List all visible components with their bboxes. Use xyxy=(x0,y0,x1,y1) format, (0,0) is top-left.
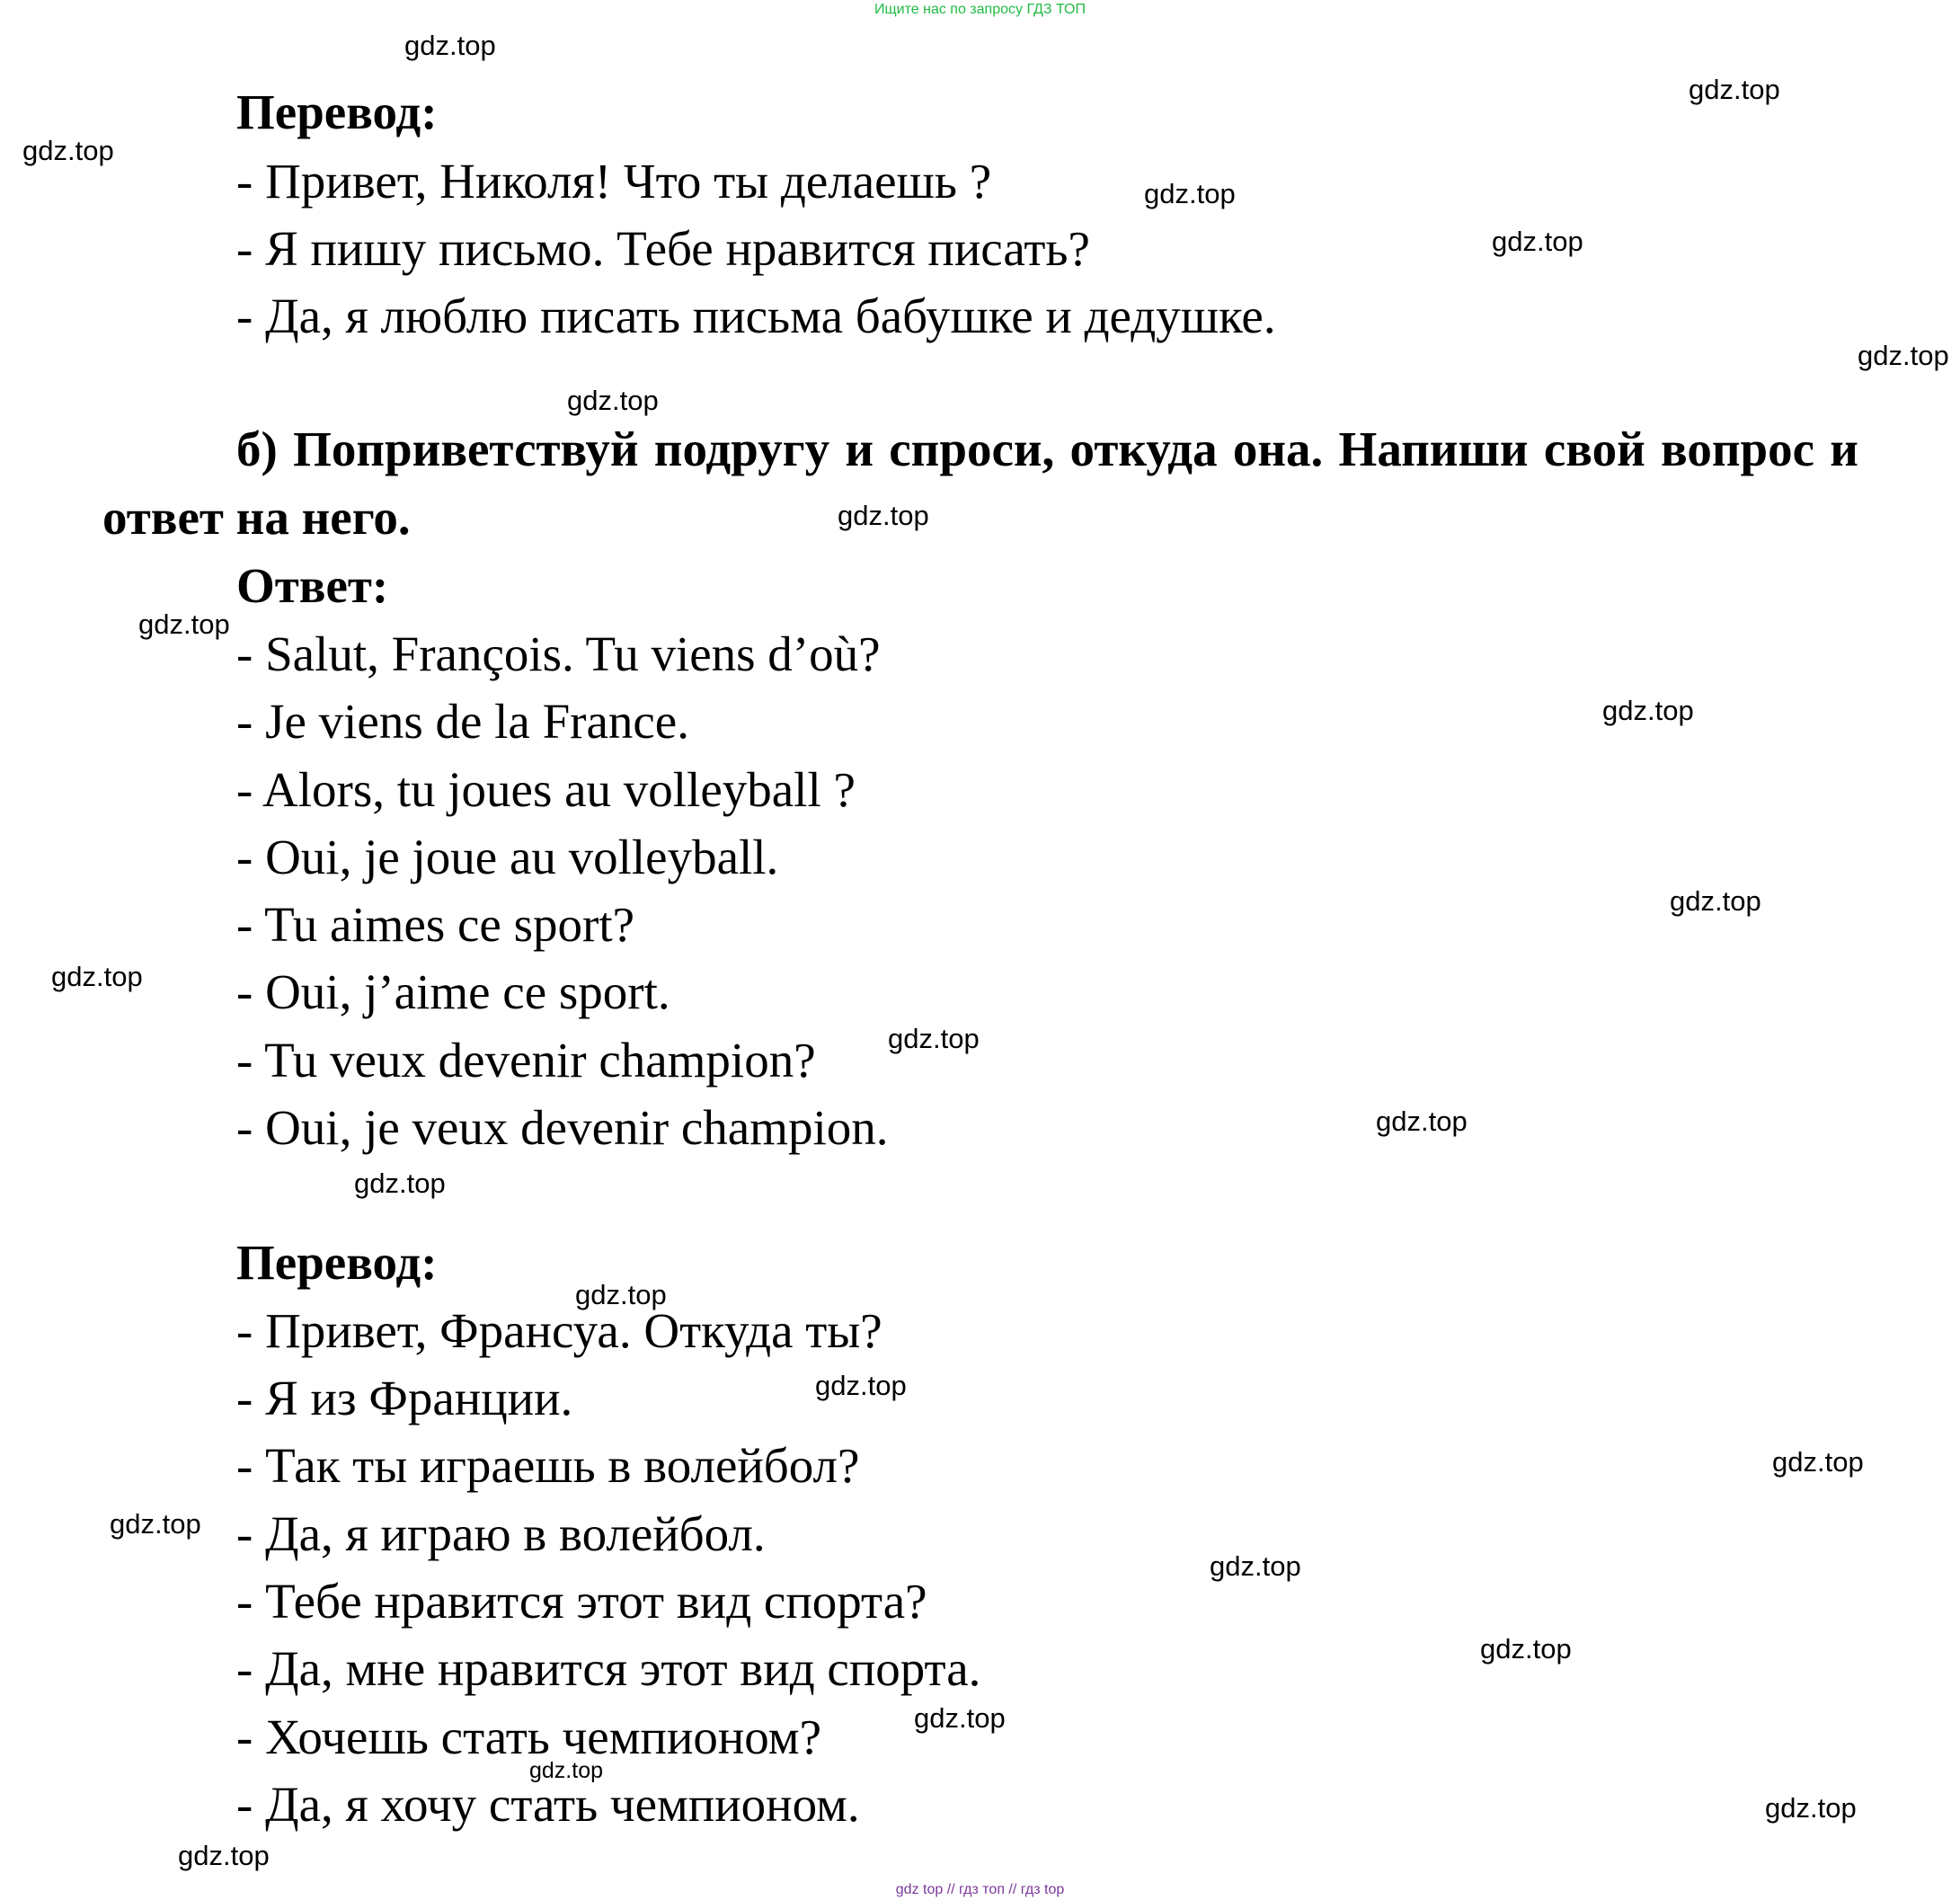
translation-line: - Тебе нравится этот вид спорта? xyxy=(236,1574,927,1629)
translation-line: - Да, я хочу стать чемпионом. xyxy=(236,1777,860,1832)
translation-line: - Привет, Франсуа. Откуда ты? xyxy=(236,1303,882,1358)
watermark: gdz.top xyxy=(914,1702,1006,1734)
watermark: gdz.top xyxy=(1772,1446,1864,1478)
watermark: gdz.top xyxy=(138,608,230,640)
watermark: gdz.top xyxy=(1858,340,1949,371)
translation-line: - Так ты играешь в волейбол? xyxy=(236,1438,860,1493)
watermark: gdz.top xyxy=(1376,1105,1468,1137)
watermark: gdz.top xyxy=(567,385,659,416)
watermark: gdz.top xyxy=(354,1168,446,1199)
watermark: gdz.top xyxy=(1765,1792,1857,1824)
translation-line: - Я из Франции. xyxy=(236,1371,573,1425)
section1-line: - Привет, Николя! Что ты делаешь ? xyxy=(236,154,992,209)
section1-line: - Я пишу письмо. Тебе нравится писать? xyxy=(236,221,1090,276)
answer-line: - Salut, François. Tu viens d’où? xyxy=(236,626,881,681)
section1-heading: Перевод: xyxy=(236,84,438,139)
watermark: gdz.top xyxy=(1602,695,1694,726)
watermark: gdz.top xyxy=(1480,1633,1572,1665)
answer-line: - Tu aimes ce sport? xyxy=(236,897,635,952)
watermark: gdz.top xyxy=(575,1279,667,1310)
answer-line: - Tu veux devenir champion? xyxy=(236,1033,816,1088)
translation-line: - Да, я играю в волейбол. xyxy=(236,1506,766,1561)
watermark: gdz.top xyxy=(178,1840,270,1871)
watermark: gdz.top xyxy=(888,1023,980,1054)
watermark: gdz.top xyxy=(22,135,114,166)
translation-heading: Перевод: xyxy=(236,1235,438,1290)
section1-line: - Да, я люблю писать письма бабушке и дедушке. xyxy=(236,289,1276,343)
watermark: gdz.top xyxy=(838,500,929,531)
watermark: gdz.top xyxy=(1492,226,1583,257)
watermark: gdz.top xyxy=(1689,74,1780,105)
watermark: gdz.top xyxy=(110,1508,201,1540)
answer-line: - Oui, je joue au volleyball. xyxy=(236,830,779,884)
answer-line: - Oui, je veux devenir champion. xyxy=(236,1100,889,1155)
footer-note: gdz top // гдз топ // гдз top xyxy=(895,1882,1065,1897)
answer-heading: Ответ: xyxy=(236,558,389,613)
answer-line: - Oui, j’aime ce sport. xyxy=(236,964,670,1019)
translation-line: - Хочешь стать чемпионом? xyxy=(236,1709,821,1764)
watermark: gdz.top xyxy=(1670,885,1761,917)
answer-line: - Je viens de la France. xyxy=(236,694,689,749)
task-b: б) Поприветствуй подругу и спроси, откуда она. Напиши свой вопрос и ответ на него. xyxy=(102,422,1858,545)
watermark: gdz.top xyxy=(1144,178,1236,209)
watermark: gdz.top xyxy=(529,1758,604,1783)
watermark: gdz.top xyxy=(1210,1550,1301,1582)
answer-line: - Alors, tu joues au volleyball ? xyxy=(236,762,856,817)
header-note: Ищите нас по запросу ГДЗ ТОП xyxy=(874,2,1086,17)
watermark: gdz.top xyxy=(815,1370,907,1401)
watermark: gdz.top xyxy=(51,961,143,992)
watermark: gdz.top xyxy=(404,30,496,61)
translation-line: - Да, мне нравится этот вид спорта. xyxy=(236,1641,981,1696)
